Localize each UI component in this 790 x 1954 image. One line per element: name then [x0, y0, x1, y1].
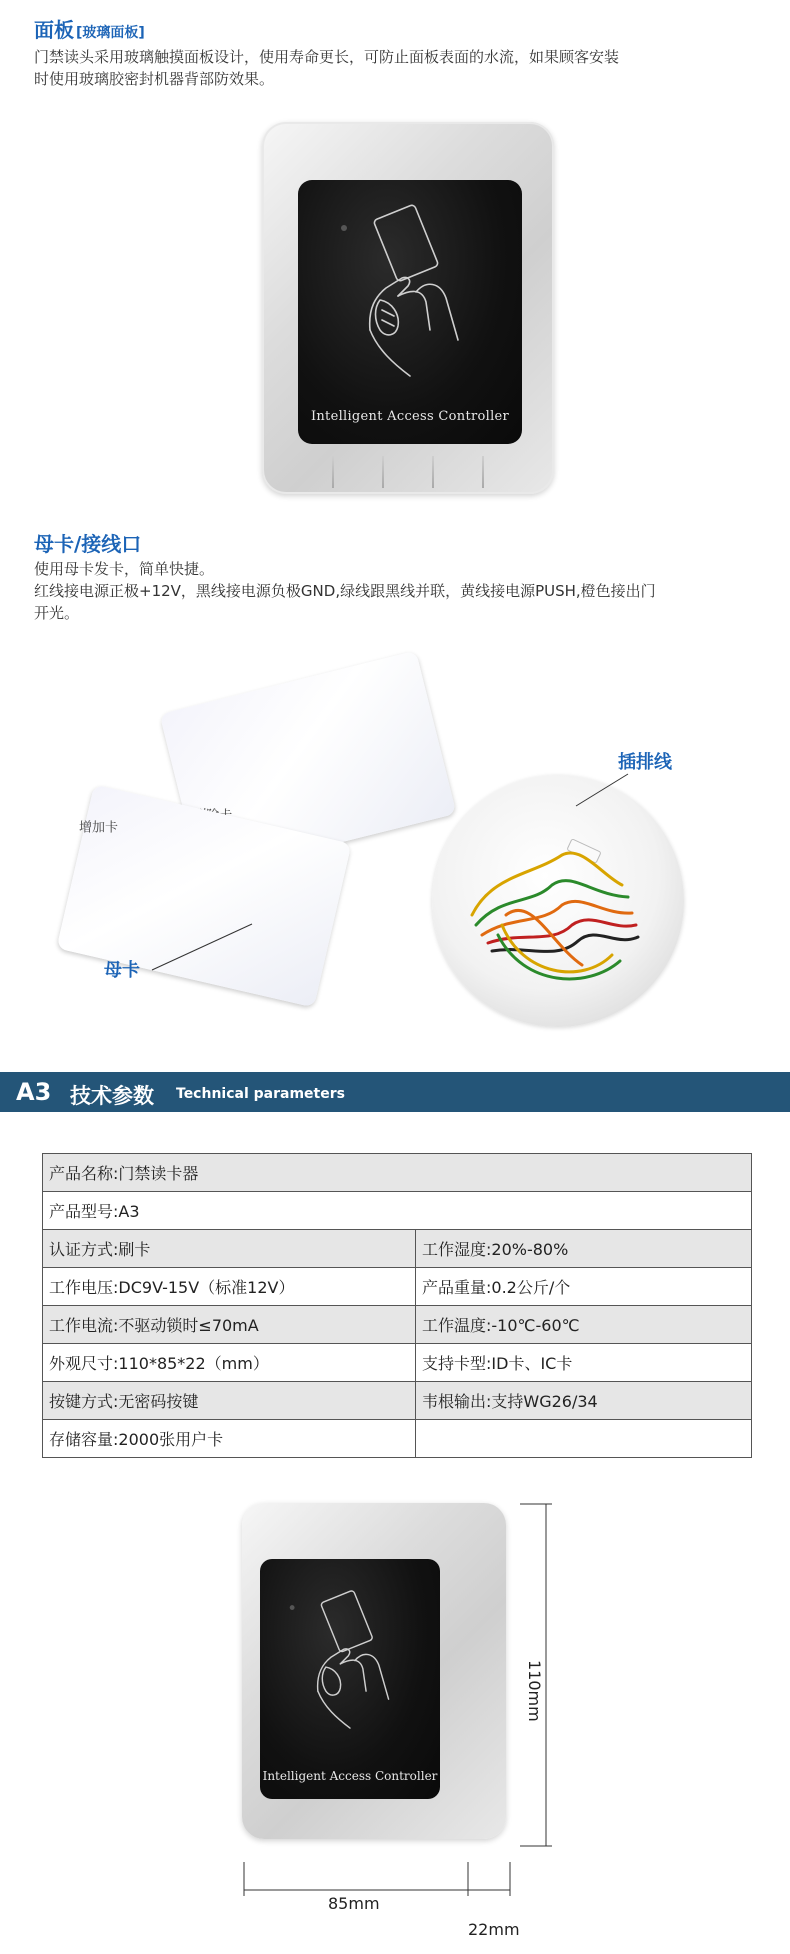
- cable-callout-line: [570, 770, 630, 810]
- add-card-label: 增加卡: [79, 820, 119, 836]
- spec-cell: 产品名称:门禁读卡器: [43, 1154, 752, 1192]
- tech-params-title-cn: 技术参数: [70, 1084, 154, 1108]
- panel-section-title: [34, 14, 145, 43]
- spec-row: [43, 1306, 752, 1344]
- height-dimension-label: 110mm: [525, 1660, 544, 1722]
- tech-params-title-en: Technical parameters: [176, 1086, 345, 1102]
- panel-desc-line2: 时使用玻璃胶密封机器背部防效果。: [34, 70, 275, 88]
- spec-row: [43, 1344, 752, 1382]
- spec-table: [42, 1153, 752, 1458]
- spec-row-name: [43, 1154, 752, 1192]
- spec-cell: 工作温度:-10℃-60℃: [416, 1306, 752, 1344]
- panel-subtitle: [玻璃面板]: [76, 25, 145, 41]
- spec-cell: 产品型号:A3: [43, 1192, 752, 1230]
- cable-bag-photo: [432, 775, 684, 1027]
- tech-params-header-bar: [0, 1072, 790, 1112]
- mother-card-line1: 使用母卡发卡，简单快捷。: [34, 560, 215, 578]
- card-swipe-icon: [298, 180, 522, 400]
- spec-cell: 产品重量:0.2公斤/个: [416, 1268, 752, 1306]
- spec-cell: 认证方式:刷卡: [43, 1230, 416, 1268]
- wiring-desc-line: 红线接电源正极+12V，黑线接电源负极GND,绿线跟黑线并联，黄线接电源PUSH,橙色接出门: [34, 582, 656, 600]
- reader-bottom-ridges: [332, 456, 484, 488]
- spec-cell: 存储容量:2000张用户卡: [43, 1420, 416, 1458]
- spec-cell: 工作湿度:20%-80%: [416, 1230, 752, 1268]
- wiring-desc-line3: 开光。: [34, 604, 80, 622]
- reader-brand-text: Intelligent Access Controller: [262, 1769, 438, 1783]
- mother-card-callout: 母卡: [104, 960, 140, 981]
- spec-cell: 支持卡型:ID卡、IC卡: [416, 1344, 752, 1382]
- spec-row: [43, 1420, 752, 1458]
- spec-cell: 外观尺寸:110*85*22（mm）: [43, 1344, 416, 1382]
- spec-cell: 工作电流:不驱动锁时≤70mA: [43, 1306, 416, 1344]
- width-dimension-label: 85mm: [328, 1894, 380, 1913]
- panel-title-text: 面板: [34, 18, 74, 42]
- spec-cell: 工作电压:DC9V-15V（标准12V）: [43, 1268, 416, 1306]
- spec-cell: [416, 1420, 752, 1458]
- reader-brand-text: Intelligent Access Controller: [310, 409, 510, 424]
- dimension-lines: [230, 1490, 560, 1930]
- wire-harness-icon: [432, 775, 684, 1027]
- mother-card-callout-line: [148, 920, 258, 974]
- spec-row: [43, 1382, 752, 1420]
- reader-glass-panel: [298, 180, 522, 444]
- spec-cell: 韦根输出:支持WG26/34: [416, 1382, 752, 1420]
- spec-cell: 按键方式:无密码按键: [43, 1382, 416, 1420]
- panel-desc-line1: 门禁读头采用玻璃触摸面板设计，使用寿命更长，可防止面板表面的水流，如果顾客安装: [34, 48, 620, 66]
- model-label: A3: [16, 1078, 52, 1106]
- spec-row-model: [43, 1192, 752, 1230]
- spec-row: [43, 1230, 752, 1268]
- access-reader-photo: [262, 122, 554, 494]
- depth-dimension-label: 22mm: [468, 1920, 520, 1939]
- cable-callout: 插排线: [618, 752, 672, 773]
- spec-row: [43, 1268, 752, 1306]
- mother-card-section-title: 母卡/接线口: [34, 532, 142, 556]
